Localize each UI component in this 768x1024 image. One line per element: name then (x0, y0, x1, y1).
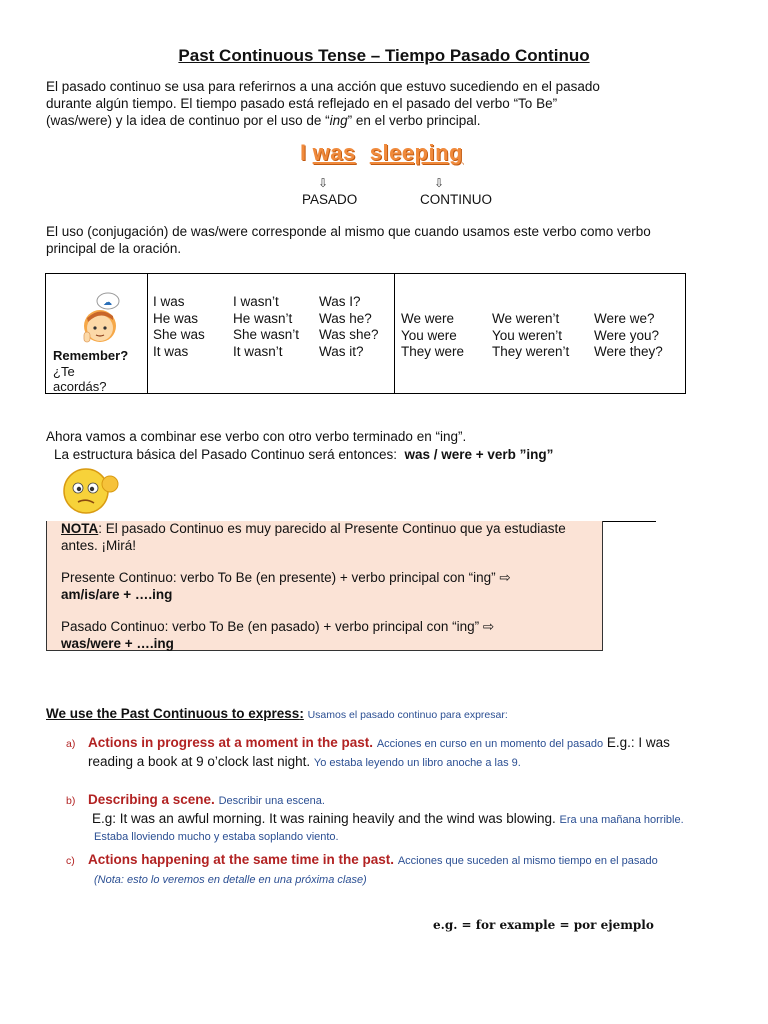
uses-heading: We use the Past Continuous to express: Usamos el pasado continuo para expresar: (46, 706, 508, 721)
singular-row: He was He wasn’t Was he? (153, 310, 372, 326)
nota-intro-line: antes. ¡Mirá! (61, 537, 137, 553)
page-title: Past Continuous Tense – Tiempo Pasado Continuo (178, 46, 590, 65)
combine-line: Ahora vamos a combinar ese verbo con otro verbo terminado en “ing”. (46, 429, 467, 444)
plural-row: We were We weren’t Were we? (401, 311, 655, 326)
singular-cell (147, 274, 395, 393)
confused-emoji-icon (60, 464, 122, 516)
intro-line: durante algún tiempo. El tiempo pasado está reflejado en el pasado del verbo “To Be” (46, 96, 558, 111)
nota-past: Pasado Continuo: verbo To Be (en pasado) + verbo principal con “ing” ⇨ (61, 619, 495, 634)
plural-row: You were You weren’t Were you? (401, 327, 660, 343)
example-word: I (300, 140, 307, 165)
remember-label: Remember? (53, 348, 129, 363)
nota-present-formula: am/is/are + ….ing (61, 586, 173, 602)
singular-row: She was She wasn’t Was she? (153, 327, 379, 342)
remember-sub: ¿Te acordás? (53, 364, 107, 394)
usage-paragraph (46, 223, 696, 257)
example-word: sleeping (369, 140, 463, 165)
example-word: was (312, 140, 356, 165)
use-item-c: c) Actions happening at the same time in the past. Acciones que suceden al mismo tiempo en el pasado (Nota: esto lo veremos en detalle en una próxima clase) (66, 852, 658, 886)
nota-past-formula: was/were + ….ing (61, 635, 174, 651)
nota-box (46, 521, 603, 651)
label-pasado: PASADO (302, 192, 358, 207)
nota-present: Presente Continuo: verbo To Be (en presente) + verbo principal con “ing” ⇨ (61, 570, 511, 585)
nota-intro: NOTA: El pasado Continuo es muy parecido al Presente Continuo que ya estudiaste (61, 521, 566, 536)
right-arrow-icon: ⇨ (482, 619, 495, 634)
plural-row: They were They weren’t Were they? (401, 344, 663, 359)
use-item-a: a) Actions in progress at a moment in the past. Acciones en curso en un momento del pasado E.g.: I was reading a book at 9 o’clock last night. Yo estaba leyendo un libro anoche a las 9. (66, 735, 670, 769)
singular-row: It was It wasn’t Was it? (153, 343, 364, 359)
combine-line: La estructura básica del Pasado Continuo será entonces: was / were + verb ”ing” (54, 447, 554, 462)
example-sentence (300, 140, 477, 166)
use-item-b: b) Describing a scene. Describir una escena. E.g: It was an awful morning. It was raining heavily and the wind was blowing. Era una mañana horrible. Estaba lloviendo mucho y estaba soplando viento. (66, 792, 684, 843)
formula: was / were + verb ”ing” (404, 447, 554, 462)
remember-cell (46, 274, 148, 393)
intro-line: El pasado continuo se usa para referirnos a una acción que estuvo sucediendo en el pasado (46, 79, 600, 94)
intro-paragraph (46, 78, 666, 129)
svg-text:☁: ☁ (103, 298, 112, 308)
intro-line: (was/were) y la idea de continuo por el uso de “ing” en el verbo principal. (46, 113, 481, 128)
down-arrow-icon: ⇩ (434, 176, 445, 190)
footer-note: e.g. = for example = por ejemplo (433, 918, 654, 932)
usage-line: El uso (conjugación) de was/were corresponde al mismo que cuando usamos este verbo como verbo (46, 224, 651, 239)
plural-grid (401, 311, 663, 361)
thinking-boy-icon (80, 292, 130, 344)
right-arrow-icon: ⇨ (499, 570, 511, 585)
label-continuo: CONTINUO (420, 192, 492, 207)
singular-grid (153, 294, 379, 360)
usage-line: principal de la oración. (46, 241, 182, 256)
combine-paragraph (46, 428, 696, 464)
singular-row: I was I wasn’t Was I? (153, 294, 361, 309)
plural-cell (395, 274, 685, 393)
conjugation-table (45, 273, 686, 394)
down-arrow-icon: ⇩ (318, 176, 329, 190)
